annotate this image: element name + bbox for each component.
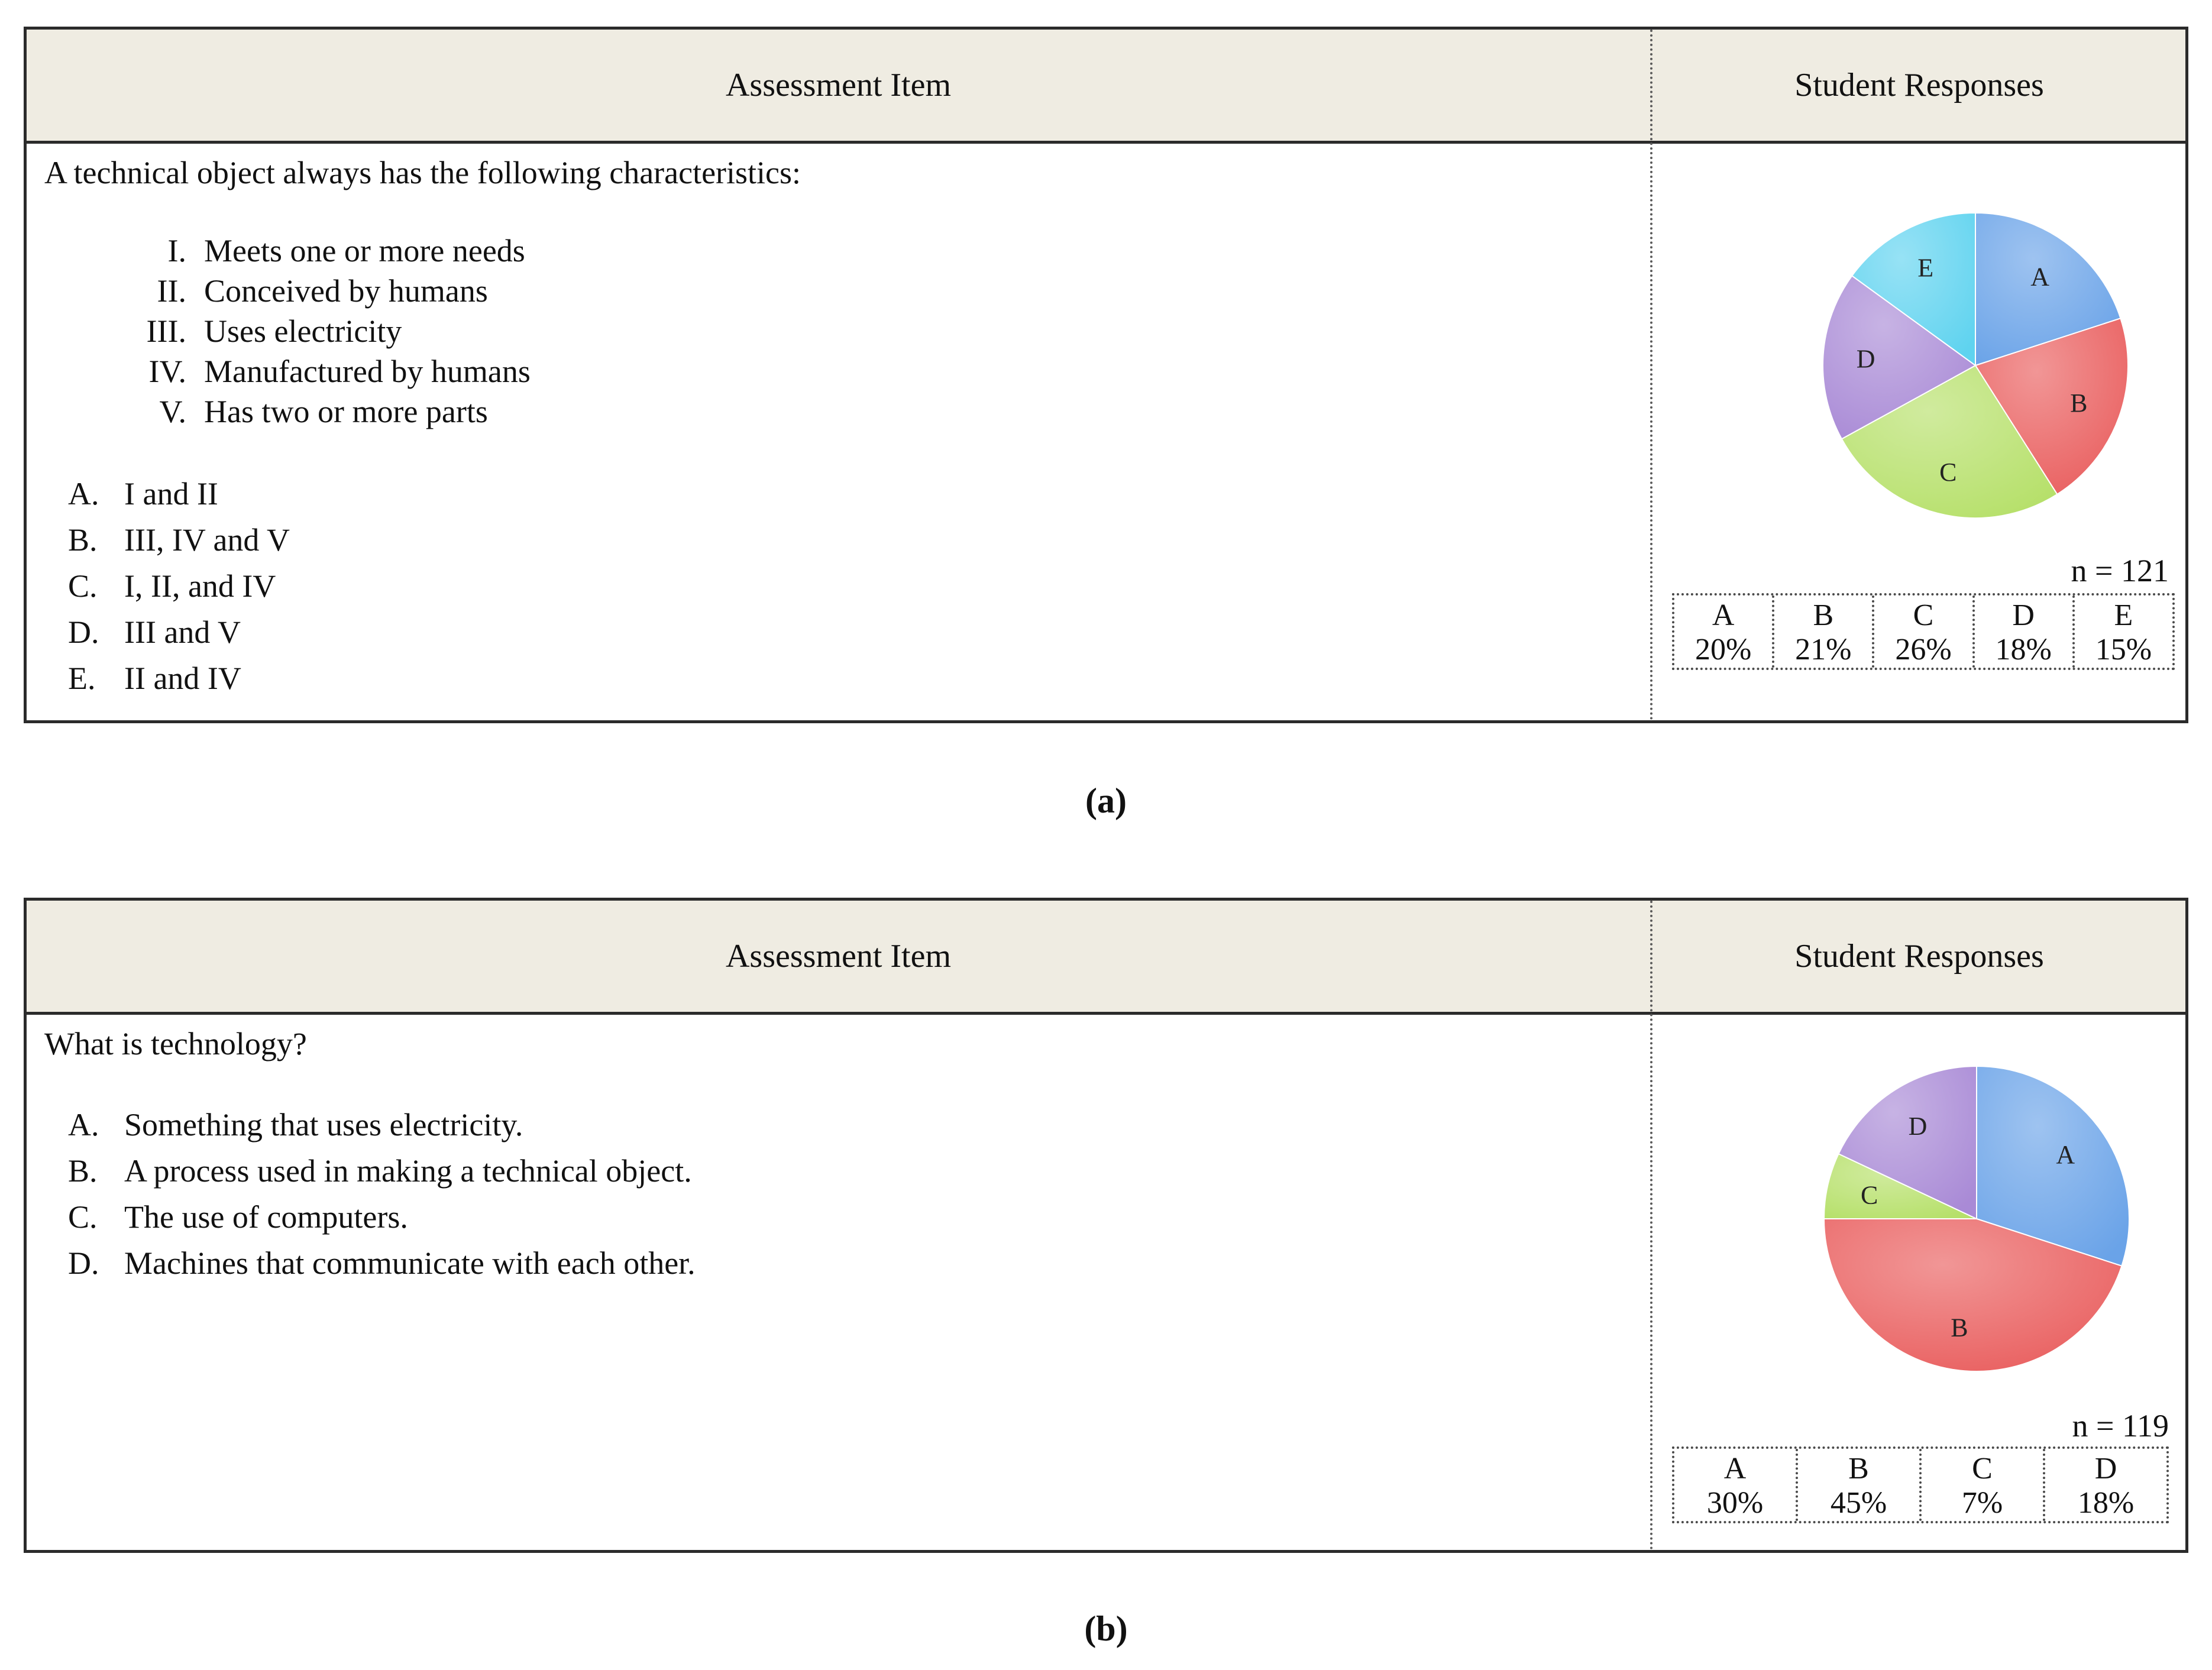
list-item: [127, 311, 1629, 351]
option-letter: B.: [68, 522, 98, 558]
header-assessment-item: Assessment Item: [725, 67, 952, 103]
option-text: Machines that communicate with each other.: [124, 1245, 696, 1281]
figure-caption-a: (a): [1085, 781, 1127, 820]
response-percent: 21%: [1795, 633, 1852, 666]
response-cell: [1674, 595, 1774, 668]
item-number: I.: [167, 233, 186, 268]
pie-label-a: A: [2056, 1140, 2075, 1169]
response-cell: [1874, 595, 1974, 668]
item-text: Has two or more parts: [204, 394, 488, 429]
answer-options: [68, 1102, 1629, 1286]
answer-option: [68, 609, 1629, 655]
response-cell: [1975, 595, 2075, 668]
column-divider: [1650, 901, 1652, 1550]
response-percent: 15%: [2095, 633, 2152, 666]
assessment-table-b: [24, 898, 2188, 1553]
response-cell: [1774, 595, 1874, 668]
column-divider: [1650, 30, 1652, 720]
option-letter: A.: [68, 476, 99, 512]
answer-option: [68, 517, 1629, 563]
response-label: D: [2012, 598, 2035, 632]
response-pie-chart: [1653, 144, 2188, 534]
student-responses-cell: [1653, 144, 2185, 720]
response-label: D: [2094, 1452, 2117, 1485]
assessment-item-cell: [44, 1025, 1629, 1286]
item-number: V.: [159, 394, 186, 429]
characteristics-list: [127, 231, 1629, 432]
pie-label-c: C: [1861, 1180, 1878, 1210]
header-assessment-item: Assessment Item: [725, 938, 952, 975]
option-text: A process used in making a technical object.: [124, 1153, 692, 1189]
list-item: [127, 231, 1629, 271]
response-percent-table: [1672, 593, 2175, 670]
option-letter: E.: [68, 661, 96, 696]
assessment-table-a: [24, 27, 2188, 723]
table-header: [27, 30, 2185, 144]
response-cell: [2075, 595, 2172, 668]
response-percent-table: [1672, 1446, 2169, 1523]
pie-label-d: D: [1908, 1112, 1928, 1141]
list-item: [127, 351, 1629, 391]
option-letter: D.: [68, 614, 99, 650]
pie-label-e: E: [1917, 253, 1934, 283]
response-percent: 18%: [1995, 633, 2052, 666]
answer-option: [68, 655, 1629, 701]
pie-label-c: C: [1939, 457, 1957, 487]
response-cell: [1922, 1449, 2045, 1521]
header-student-responses: Student Responses: [1794, 67, 2044, 103]
answer-option: [68, 1194, 1629, 1240]
response-label: E: [2114, 598, 2133, 632]
response-percent: 18%: [2077, 1486, 2135, 1520]
response-label: A: [1723, 1452, 1747, 1485]
item-number: II.: [157, 273, 186, 309]
item-text: Uses electricity: [204, 313, 402, 349]
option-text: I, II, and IV: [124, 568, 276, 604]
answer-option: [68, 1102, 1629, 1148]
option-letter: B.: [68, 1153, 98, 1189]
response-percent: 20%: [1694, 633, 1752, 666]
list-item: [127, 271, 1629, 311]
option-text: II and IV: [124, 661, 241, 696]
answer-options: [68, 471, 1629, 701]
response-cell: [2045, 1449, 2166, 1521]
answer-option: [68, 1240, 1629, 1286]
pie-label-a: A: [2030, 262, 2050, 292]
response-cell: [1674, 1449, 1798, 1521]
pie-label-b: B: [1951, 1313, 1968, 1342]
header-student-responses: Student Responses: [1794, 938, 2044, 975]
item-number: III.: [146, 313, 186, 349]
table-header: [27, 901, 2185, 1015]
option-text: The use of computers.: [124, 1199, 408, 1235]
item-text: Conceived by humans: [204, 273, 488, 309]
answer-option: [68, 471, 1629, 517]
answer-option: [68, 563, 1629, 609]
list-item: [127, 391, 1629, 432]
option-letter: A.: [68, 1107, 99, 1143]
question-stem: A technical object always has the following characteristics:: [44, 155, 801, 190]
option-text: I and II: [124, 476, 218, 512]
student-responses-cell: [1653, 1015, 2185, 1550]
pie-label-b: B: [2070, 388, 2088, 418]
response-percent: 45%: [1830, 1486, 1887, 1520]
assessment-item-cell: [44, 154, 1629, 701]
answer-option: [68, 1148, 1629, 1194]
item-text: Meets one or more needs: [204, 233, 525, 268]
response-percent: 26%: [1895, 633, 1952, 666]
item-text: Manufactured by humans: [204, 354, 531, 389]
item-number: IV.: [148, 354, 186, 389]
option-text: III, IV and V: [124, 522, 290, 558]
response-percent: 7%: [1961, 1486, 2003, 1520]
question-stem: What is technology?: [44, 1026, 307, 1061]
response-percent: 30%: [1706, 1486, 1764, 1520]
option-text: Something that uses electricity.: [124, 1107, 523, 1143]
option-letter: D.: [68, 1245, 99, 1281]
response-label: B: [1848, 1452, 1869, 1485]
option-text: III and V: [124, 614, 241, 650]
sample-size-label: n = 119: [2072, 1408, 2169, 1444]
response-label: C: [1972, 1452, 1993, 1485]
figure-caption-b: (b): [1084, 1609, 1128, 1648]
option-letter: C.: [68, 1199, 98, 1235]
sample-size-label: n = 121: [2071, 553, 2169, 588]
response-label: A: [1712, 598, 1735, 632]
option-letter: C.: [68, 568, 98, 604]
pie-label-d: D: [1856, 344, 1875, 374]
response-cell: [1798, 1449, 1922, 1521]
response-label: B: [1813, 598, 1834, 632]
response-label: C: [1913, 598, 1934, 632]
response-pie-chart: [1653, 1015, 2188, 1393]
